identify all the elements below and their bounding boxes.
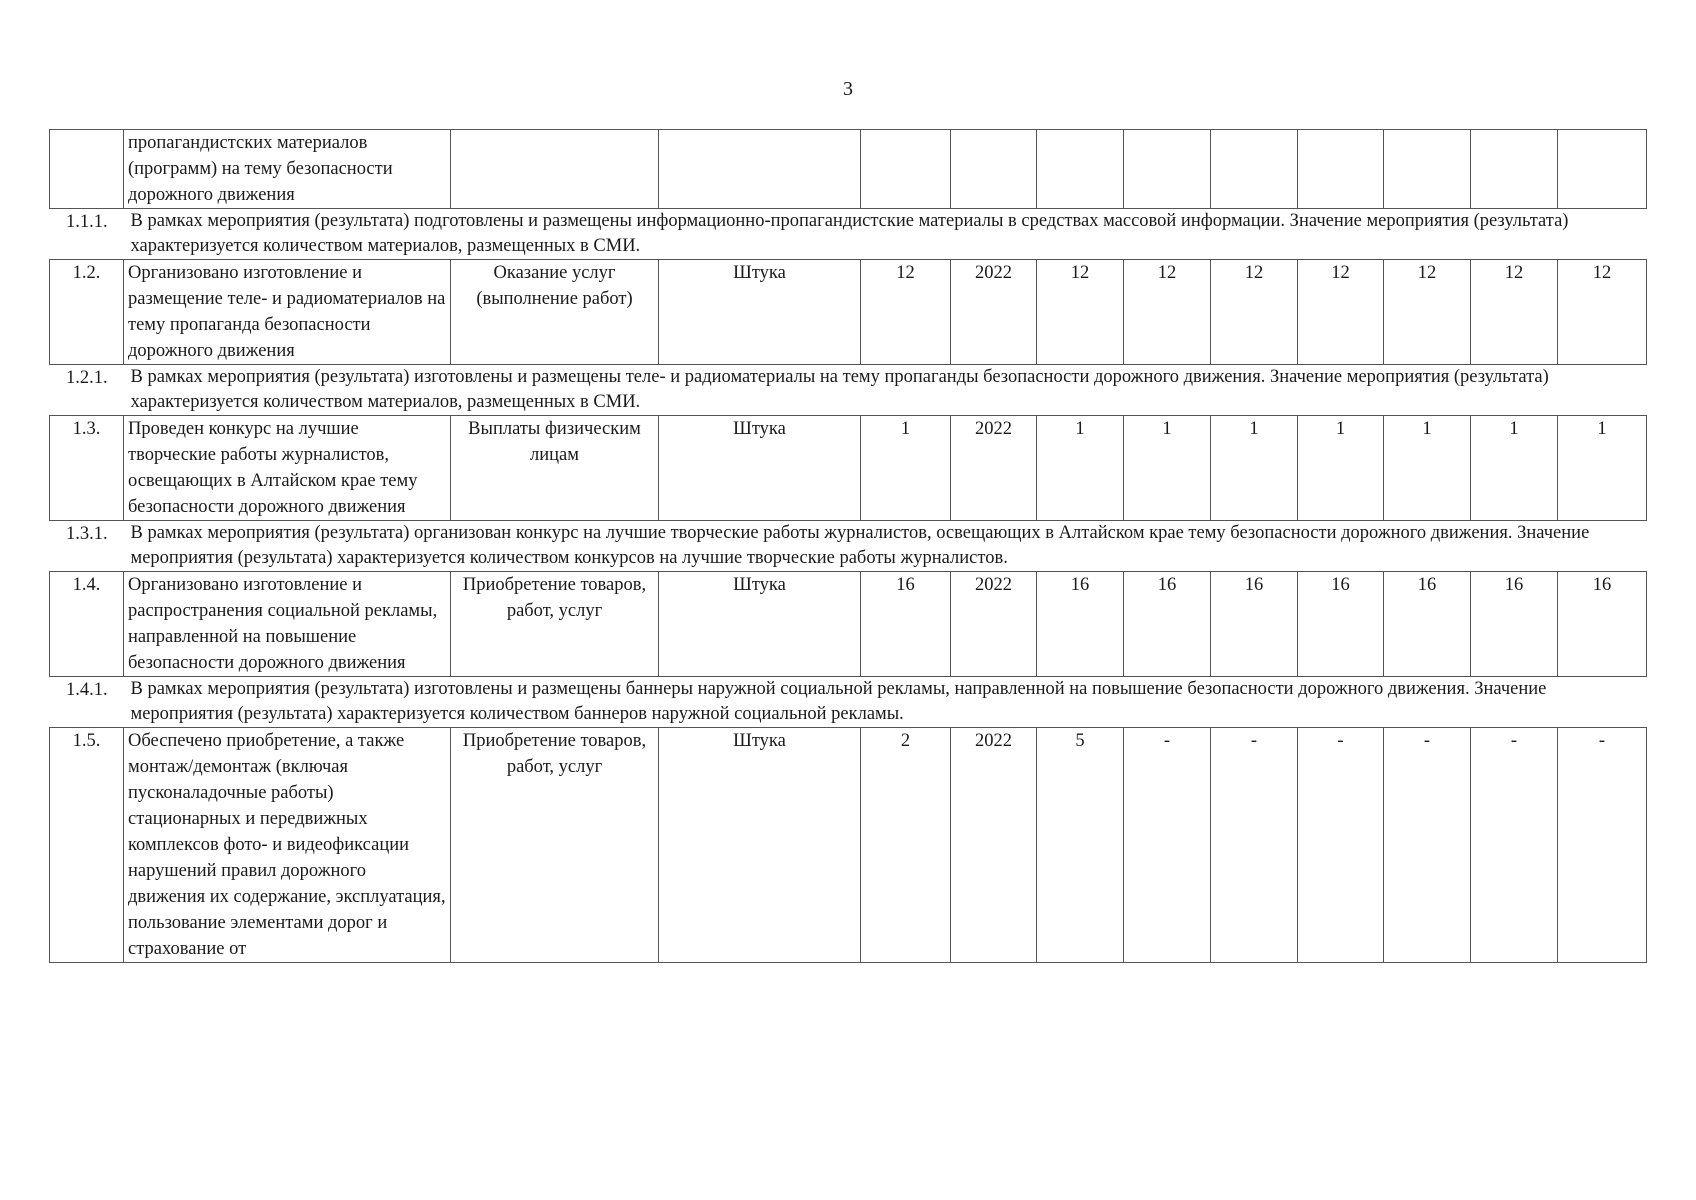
year-value: 1 (1037, 416, 1124, 521)
year-value: 1 (1298, 416, 1384, 521)
table-row-measure (50, 260, 1647, 365)
measure-type: Приобретение товаров, работ, услуг (451, 728, 659, 963)
year-value: 12 (1037, 260, 1124, 365)
year-value: 16 (1298, 572, 1384, 677)
row-number: 1.2.1. (50, 365, 124, 416)
year-value: 12 (1211, 260, 1298, 365)
year-value: - (1471, 728, 1558, 963)
base-year: 2022 (951, 416, 1037, 521)
year-value: 16 (1384, 572, 1471, 677)
row-number: 1.1.1. (50, 209, 124, 260)
measure-type: Оказание услуг (выполнение работ) (451, 260, 659, 365)
measure-name: Обеспечено приобретение, а также монтаж/демонтаж (включая пусконаладочные работы) стационарных и передвижных комплексов фото- и видеофиксации нарушений правил дорожного движения их содержание, эксплуатация, пользование элементами дорог и страхование от (124, 728, 451, 963)
year-value: 16 (1558, 572, 1647, 677)
measure-name: Организовано изготовление и распространения социальной рекламы, направленной на повышение безопасности дорожного движения (124, 572, 451, 677)
base-value: 1 (861, 416, 951, 521)
table-row-description (50, 677, 1647, 728)
year-value: 1 (1124, 416, 1211, 521)
measure-description: В рамках мероприятия (результата) организован конкурс на лучшие творческие работы журналистов, освещающих в Алтайском крае тему безопасности дорожного движения. Значение мероприятия (результата) характеризуется количеством конкурсов на лучшие творческие работы журналистов. (124, 521, 1647, 572)
row-number: 1.3. (50, 416, 124, 521)
measure-description: В рамках мероприятия (результата) изготовлены и размещены баннеры наружной социальной рекламы, направленной на повышение безопасности дорожного движения. Значение мероприятия (результата) характеризуется количеством баннеров наружной социальной рекламы. (124, 677, 1647, 728)
base-value: 16 (861, 572, 951, 677)
measure-name: Проведен конкурс на лучшие творческие работы журналистов, освещающих в Алтайском крае тему безопасности дорожного движения (124, 416, 451, 521)
base-value: 12 (861, 260, 951, 365)
table-row-description (50, 365, 1647, 416)
year-value: - (1211, 728, 1298, 963)
year-value: - (1558, 728, 1647, 963)
row-number: 1.4. (50, 572, 124, 677)
table-row-description (50, 209, 1647, 260)
table-row-description (50, 521, 1647, 572)
base-year: 2022 (951, 728, 1037, 963)
year-value: 16 (1211, 572, 1298, 677)
year-value: 16 (1124, 572, 1211, 677)
row-number: 1.3.1. (50, 521, 124, 572)
year-value: 12 (1384, 260, 1471, 365)
year-value: 16 (1471, 572, 1558, 677)
unit: Штука (659, 260, 861, 365)
year-value: 1 (1558, 416, 1647, 521)
measures-table (49, 129, 1647, 963)
row-number: 1.4.1. (50, 677, 124, 728)
year-value: 12 (1471, 260, 1558, 365)
year-value: 1 (1211, 416, 1298, 521)
year-value: 12 (1558, 260, 1647, 365)
year-value: 12 (1298, 260, 1384, 365)
table-row-measure (50, 416, 1647, 521)
base-value: 2 (861, 728, 951, 963)
measure-description: В рамках мероприятия (результата) подготовлены и размещены информационно-пропагандистские материалы в средствах массовой информации. Значение мероприятия (результата) характеризуется количеством материалов, размещенных в СМИ. (124, 209, 1647, 260)
year-value: - (1124, 728, 1211, 963)
year-value: 1 (1384, 416, 1471, 521)
measure-name: Организовано изготовление и размещение теле- и радиоматериалов на тему пропаганда безопасности дорожного движения (124, 260, 451, 365)
year-value: 16 (1037, 572, 1124, 677)
page-number: 3 (843, 78, 853, 100)
year-value: 5 (1037, 728, 1124, 963)
unit: Штука (659, 572, 861, 677)
unit: Штука (659, 416, 861, 521)
year-value: - (1384, 728, 1471, 963)
row-number: 1.2. (50, 260, 124, 365)
row-number: 1.5. (50, 728, 124, 963)
unit: Штука (659, 728, 861, 963)
base-year: 2022 (951, 572, 1037, 677)
year-value: 12 (1124, 260, 1211, 365)
base-year: 2022 (951, 260, 1037, 365)
year-value: - (1298, 728, 1384, 963)
measure-type: Выплаты физическим лицам (451, 416, 659, 521)
table-row-measure (50, 728, 1647, 963)
year-value: 1 (1471, 416, 1558, 521)
table-row-measure (50, 572, 1647, 677)
measure-name: пропагандистских материалов (программ) на тему безопасности дорожного движения (124, 130, 451, 209)
table-row-continuation (50, 130, 1647, 209)
row-number (50, 130, 124, 209)
measure-description: В рамках мероприятия (результата) изготовлены и размещены теле- и радиоматериалы на тему пропаганды безопасности дорожного движения. Значение мероприятия (результата) характеризуется количеством материалов, размещенных в СМИ. (124, 365, 1647, 416)
measure-type: Приобретение товаров, работ, услуг (451, 572, 659, 677)
